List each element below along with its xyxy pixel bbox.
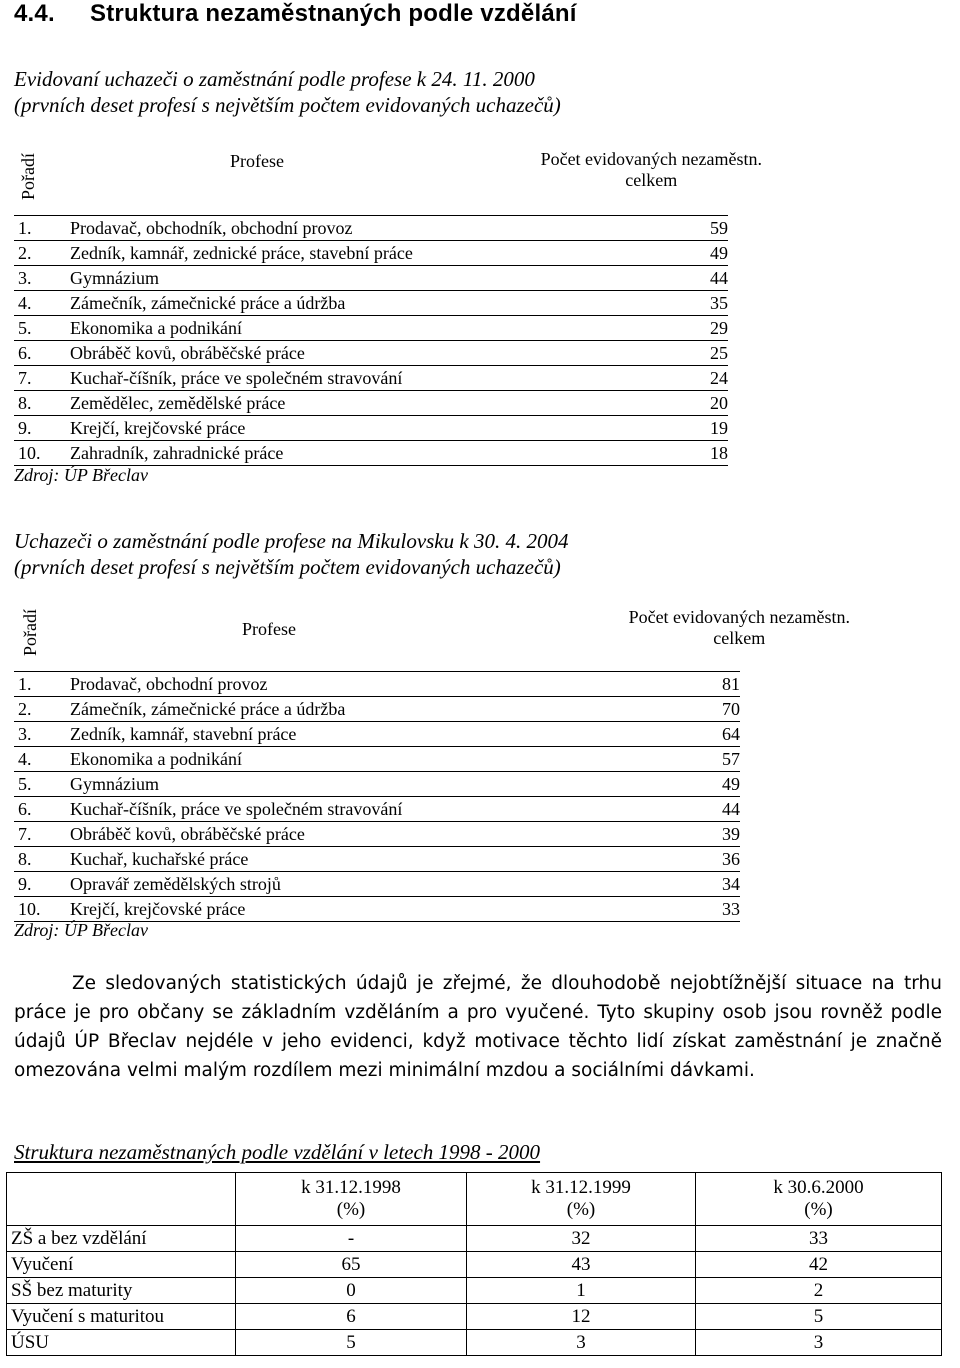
table3-value-cell: 5 <box>236 1330 467 1356</box>
table1-profession-cell: Obráběč kovů, obráběčské práce <box>66 341 508 366</box>
table1-profession-cell: Krejčí, krejčovské práce <box>66 416 508 441</box>
section-number: 4.4. <box>14 0 55 27</box>
table3-value-cell: 0 <box>236 1278 467 1304</box>
table2-count-cell: 49 <box>520 772 740 797</box>
table2-profession-cell: Zedník, kamnář, stavební práce <box>66 722 520 747</box>
table2-count-cell: 33 <box>520 897 740 922</box>
table3-row <box>7 1226 942 1252</box>
table1-count-cell: 29 <box>508 316 728 341</box>
table3-label-cell: Vyučení s maturitou <box>7 1304 236 1330</box>
table3-value-cell: 5 <box>696 1304 942 1330</box>
table1-title-line2: (prvních deset profesí s největším počtem evidovaných uchazečů) <box>14 93 561 117</box>
table1-count-cell: 20 <box>508 391 728 416</box>
table1-col-rank: Pořadí <box>18 152 38 200</box>
table2-profession-cell: Ekonomika a podnikání <box>66 747 520 772</box>
table3-value-cell: 43 <box>467 1252 696 1278</box>
table3-label-cell: ZŠ a bez vzdělání <box>7 1226 236 1252</box>
table1-row <box>14 416 728 441</box>
table2-rank-cell: 4. <box>14 747 66 772</box>
table2-count-cell: 44 <box>520 797 740 822</box>
body-paragraph-text: Ze sledovaných statistických údajů je zřejmé, že dlouhodobě nejobtížnější situace na trhu práce je pro občany se základním vzděláním a pro vyučené. Tyto skupiny osob jsou rovněž podle údajů ÚP Břeclav nejdéle v jeho evidenci, když motivace těchto lidí získat zaměstnání je značně omezována velmi malým rozdílem mezi minimální mzdou a sociálními dávkami. <box>14 973 942 1081</box>
table1-row <box>14 341 728 366</box>
table2-rank-cell: 1. <box>14 672 66 697</box>
table2-col-count-sub: celkem <box>713 628 766 648</box>
table2-row <box>14 847 740 872</box>
table1-row <box>14 316 728 341</box>
table1-rank-cell: 8. <box>14 391 66 416</box>
table1-title <box>14 66 561 118</box>
table2-source: Zdroj: ÚP Břeclav <box>14 920 148 940</box>
table1-count-cell: 25 <box>508 341 728 366</box>
table1-profession-cell: Zahradník, zahradnické práce <box>66 441 508 466</box>
table2-row <box>14 822 740 847</box>
table1-count-cell: 18 <box>508 441 728 466</box>
table2-title-line1: Uchazeči o zaměstnání podle profese na Mikulovsku k 30. 4. 2004 <box>14 529 569 553</box>
table3-value-cell: 33 <box>696 1226 942 1252</box>
table1-rank-cell: 1. <box>14 216 66 241</box>
table2-col-rank: Pořadí <box>20 608 40 656</box>
table3-value-cell: 2 <box>696 1278 942 1304</box>
table2-profession-cell: Gymnázium <box>66 772 520 797</box>
table1-row <box>14 241 728 266</box>
table1-header <box>14 137 728 216</box>
table1-rank-cell: 2. <box>14 241 66 266</box>
table2-count-cell: 64 <box>520 722 740 747</box>
table3-label-cell: ÚSU <box>7 1330 236 1356</box>
table1-count-cell: 59 <box>508 216 728 241</box>
table1-rank-cell: 3. <box>14 266 66 291</box>
table2-profession-cell: Kuchař-číšník, práce ve společném stravování <box>66 797 520 822</box>
table1-source: Zdroj: ÚP Břeclav <box>14 465 148 485</box>
table2-row <box>14 772 740 797</box>
table1 <box>14 137 762 466</box>
table1-row <box>14 266 728 291</box>
table2-count-cell: 34 <box>520 872 740 897</box>
table1-col-profession: Profese <box>230 150 284 171</box>
table1-row <box>14 291 728 316</box>
table3-value-cell: 32 <box>467 1226 696 1252</box>
table2-rank-cell: 5. <box>14 772 66 797</box>
table1-rank-cell: 6. <box>14 341 66 366</box>
table2-title-line2: (prvních deset profesí s největším počtem evidovaných uchazečů) <box>14 555 561 579</box>
table2-row <box>14 722 740 747</box>
table3-value-cell: 42 <box>696 1252 942 1278</box>
table2-row <box>14 697 740 722</box>
table2-row <box>14 797 740 822</box>
table2-profession-cell: Krejčí, krejčovské práce <box>66 897 520 922</box>
table1-rank-cell: 10. <box>14 441 66 466</box>
table3-value-cell: 65 <box>236 1252 467 1278</box>
table3 <box>6 1172 942 1356</box>
table2-row <box>14 897 740 922</box>
table3-row <box>7 1278 942 1304</box>
table3-title: Struktura nezaměstnaných podle vzdělání v letech 1998 - 2000 <box>14 1140 541 1164</box>
table3-value-cell: 1 <box>467 1278 696 1304</box>
table3-header <box>7 1173 942 1226</box>
table2-rank-cell: 3. <box>14 722 66 747</box>
table3-col-1998: k 31.12.1998 (%) <box>236 1173 467 1226</box>
table1-row <box>14 441 728 466</box>
table1-col-count: Počet evidovaných nezaměstn. <box>540 149 762 169</box>
table2-profession-cell: Prodavač, obchodní provoz <box>66 672 520 697</box>
table1-profession-cell: Gymnázium <box>66 266 508 291</box>
table2-rank-cell: 7. <box>14 822 66 847</box>
table1-profession-cell: Prodavač, obchodník, obchodní provoz <box>66 216 508 241</box>
table1-count-cell: 49 <box>508 241 728 266</box>
table2-rank-cell: 10. <box>14 897 66 922</box>
table1-profession-cell: Zámečník, zámečnické práce a údržba <box>66 291 508 316</box>
table1-row <box>14 216 728 241</box>
table1-rank-cell: 5. <box>14 316 66 341</box>
table3-value-cell: 3 <box>467 1330 696 1356</box>
table2-rank-cell: 8. <box>14 847 66 872</box>
table3-row <box>7 1330 942 1356</box>
table1-rank-cell: 7. <box>14 366 66 391</box>
table3-label-cell: Vyučení <box>7 1252 236 1278</box>
table3-row <box>7 1252 942 1278</box>
table1-profession-cell: Zedník, kamnář, zednické práce, stavební práce <box>66 241 508 266</box>
table1-count-cell: 44 <box>508 266 728 291</box>
table3-col-1999: k 31.12.1999 (%) <box>467 1173 696 1226</box>
table2-rank-cell: 2. <box>14 697 66 722</box>
table3-col-2000: k 30.6.2000 (%) <box>696 1173 942 1226</box>
table1-profession-cell: Kuchař-číšník, práce ve společném stravování <box>66 366 508 391</box>
table2-header <box>14 593 740 672</box>
table1-title-line1: Evidovaní uchazeči o zaměstnání podle profese k 24. 11. 2000 <box>14 67 535 91</box>
table3-value-cell: 12 <box>467 1304 696 1330</box>
table1-profession-cell: Zemědělec, zemědělské práce <box>66 391 508 416</box>
table2-count-cell: 36 <box>520 847 740 872</box>
table2-count-cell: 39 <box>520 822 740 847</box>
table2-rank-cell: 9. <box>14 872 66 897</box>
table2-profession-cell: Obráběč kovů, obráběčské práce <box>66 822 520 847</box>
section-heading-text: Struktura nezaměstnaných podle vzdělání <box>90 0 577 27</box>
body-paragraph <box>14 969 942 1085</box>
table2-count-cell: 57 <box>520 747 740 772</box>
table2 <box>14 593 850 922</box>
table1-rank-cell: 4. <box>14 291 66 316</box>
table2-col-profession: Profese <box>242 618 296 639</box>
table1-row <box>14 366 728 391</box>
table2-row <box>14 672 740 697</box>
table3-value-cell: 3 <box>696 1330 942 1356</box>
table1-count-cell: 19 <box>508 416 728 441</box>
table3-row <box>7 1304 942 1330</box>
table2-profession-cell: Zámečník, zámečnické práce a údržba <box>66 697 520 722</box>
table1-profession-cell: Ekonomika a podnikání <box>66 316 508 341</box>
table1-count-cell: 35 <box>508 291 728 316</box>
section-heading <box>14 0 577 28</box>
table2-row <box>14 747 740 772</box>
table1-count-cell: 24 <box>508 366 728 391</box>
table1-col-count-sub: celkem <box>625 170 678 190</box>
table2-title <box>14 528 568 580</box>
table2-rank-cell: 6. <box>14 797 66 822</box>
table2-profession-cell: Opravář zemědělských strojů <box>66 872 520 897</box>
table3-value-cell: - <box>236 1226 467 1252</box>
table2-count-cell: 70 <box>520 697 740 722</box>
table2-row <box>14 872 740 897</box>
table2-col-count: Počet evidovaných nezaměstn. <box>628 607 850 627</box>
table1-row <box>14 391 728 416</box>
table1-rank-cell: 9. <box>14 416 66 441</box>
table3-label-cell: SŠ bez maturity <box>7 1278 236 1304</box>
table2-count-cell: 81 <box>520 672 740 697</box>
table2-profession-cell: Kuchař, kuchařské práce <box>66 847 520 872</box>
table3-value-cell: 6 <box>236 1304 467 1330</box>
